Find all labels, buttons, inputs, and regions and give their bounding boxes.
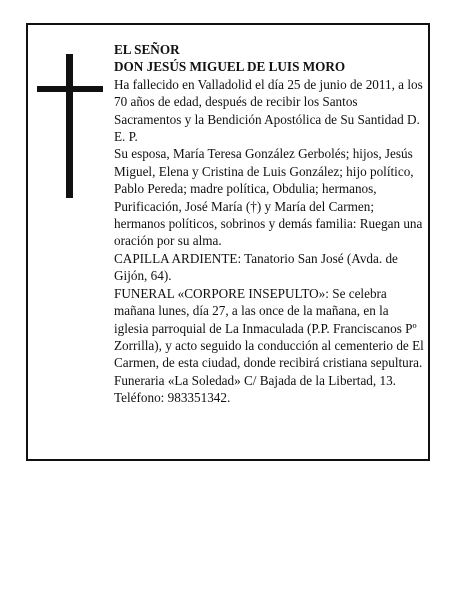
funeral-paragraph: FUNERAL «CORPORE INSEPULTO»: Se celebra mañana lunes, día 27, a las once de la mañana, en la iglesia parroquial de La Inmaculada (P.P. Franciscanos Pº Zorrilla), y acto seguido la conducción al cementerio de El Carmen, de esta ciudad, donde recibirá cristiana sepultura.	[114, 285, 424, 371]
death-announcement: Ha fallecido en Valladolid el día 25 de junio de 2011, a los 70 años de edad, después de recibir los Santos Sacramentos y la Bendición Apostólica de Su Santidad D. E. P.	[114, 76, 423, 145]
funeral-home-paragraph: Funeraria «La Soledad» C/ Bajada de la Libertad, 13. Teléfono: 983351342.	[114, 372, 396, 406]
deceased-name: DON JESÚS MIGUEL DE LUIS MORO	[114, 59, 346, 75]
family-paragraph: Su esposa, María Teresa González Gerbolés; hijos, Jesús Miguel, Elena y Cristina de Luis González; hijo político, Pablo Pereda; madre política, Obdulia; hermanos, Purificación, José María (†) y María del Carmen; hermanos políticos, sobrinos y demás familia: Ruegan una oración por su alma.	[114, 146, 423, 249]
cross-icon	[37, 54, 103, 198]
obituary-notice	[26, 23, 430, 461]
cross-horizontal-bar	[37, 86, 103, 92]
cross-vertical-bar	[66, 54, 73, 198]
chapel-paragraph: CAPILLA ARDIENTE: Tanatorio San José (Avda. de Gijón, 64).	[114, 250, 398, 284]
obituary-title: EL SEÑOR	[114, 42, 180, 57]
obituary-text	[114, 41, 426, 407]
